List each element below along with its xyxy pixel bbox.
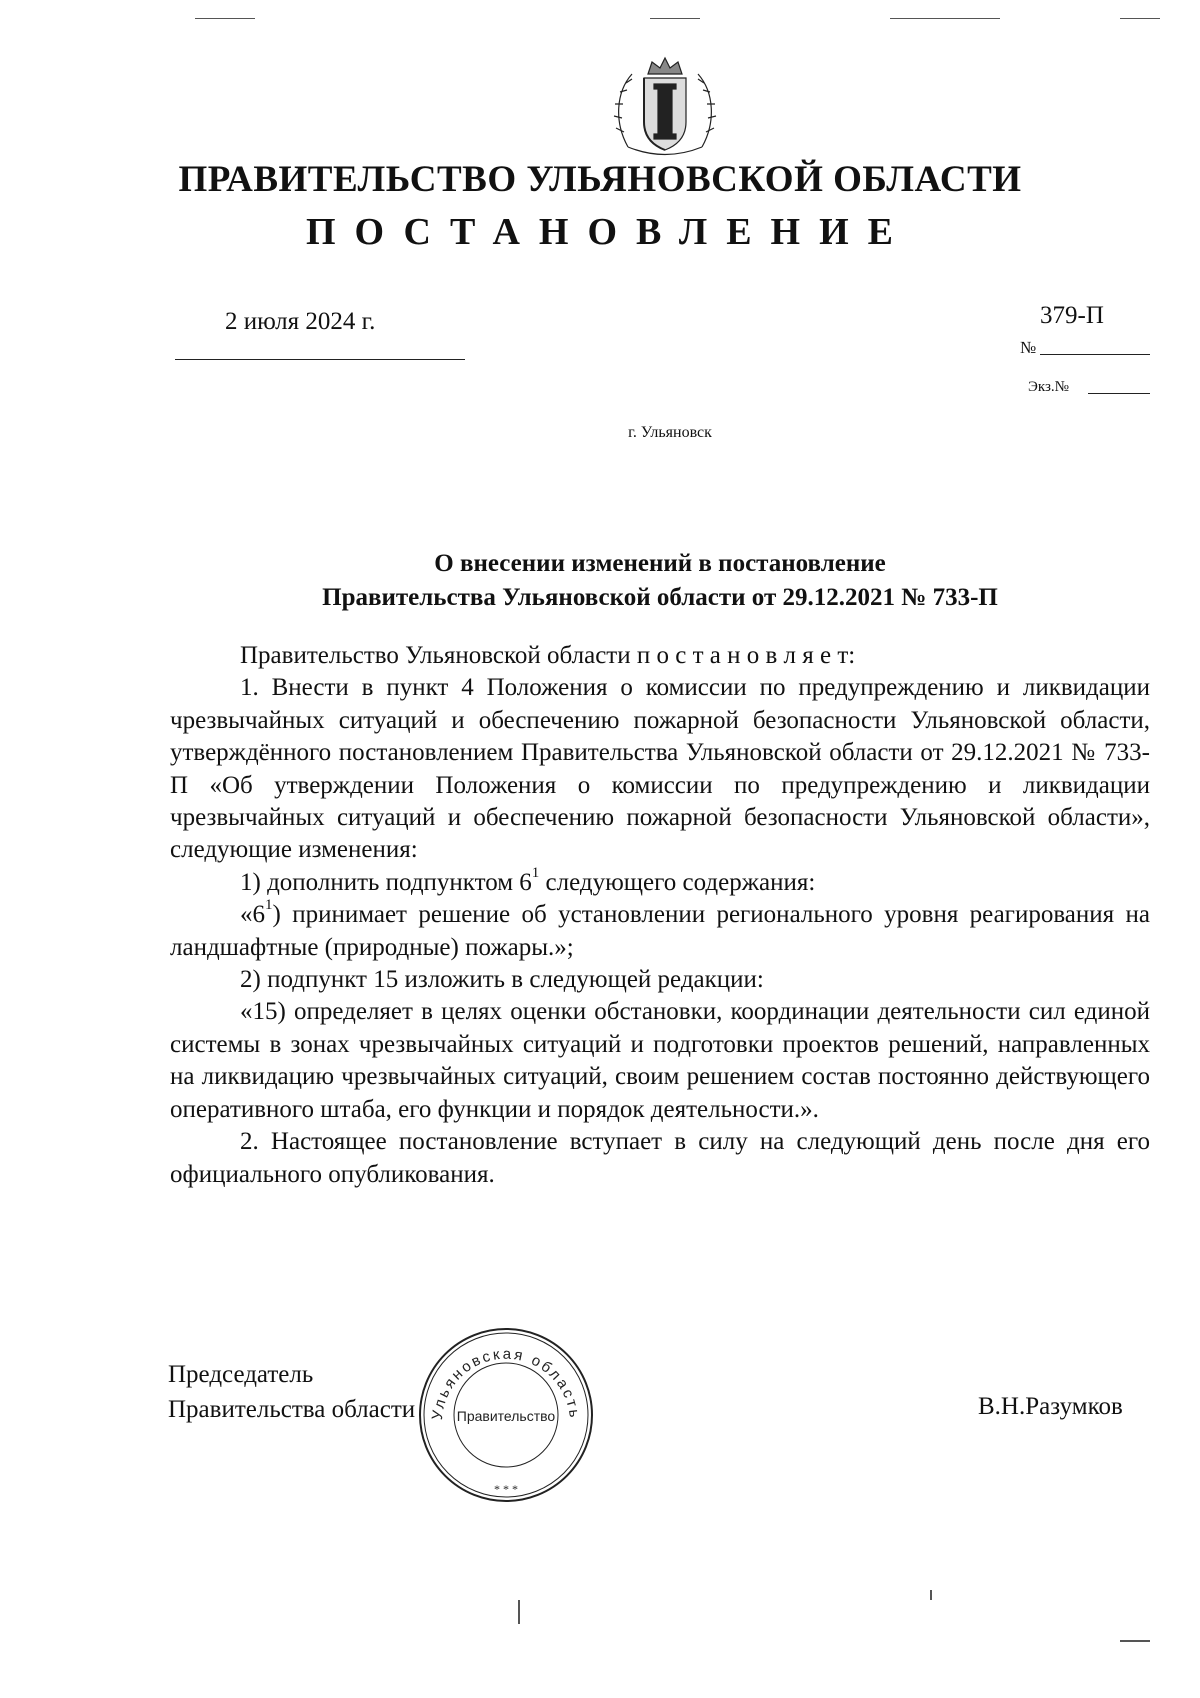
subject-line-1: О внесении изменений в постановление bbox=[434, 550, 886, 577]
decree-number: 379-П bbox=[1040, 302, 1104, 329]
decree-date: 2 июля 2024 г. bbox=[225, 308, 376, 335]
intro-subject: Правительство Ульяновской области bbox=[240, 642, 631, 669]
clause-2: 2. Настоящее постановление вступает в силу на следующий день после дня его официального опубликования. bbox=[170, 1128, 1150, 1188]
scan-artifact bbox=[195, 18, 255, 19]
signatory-name: В.Н.Разумков bbox=[978, 1393, 1123, 1420]
scan-artifact bbox=[518, 1600, 520, 1624]
signatory-position-line-2: Правительства области bbox=[168, 1396, 416, 1423]
date-underline bbox=[175, 359, 465, 360]
government-title: ПРАВИТЕЛЬСТВО УЛЬЯНОВСКОЙ ОБЛАСТИ bbox=[178, 159, 1022, 200]
scan-artifact bbox=[930, 1590, 932, 1600]
subclause-1-superscript: 1 bbox=[531, 864, 540, 881]
city-of-issue: г. Ульяновск bbox=[628, 424, 712, 441]
number-underline bbox=[1040, 354, 1150, 355]
decree-body bbox=[170, 640, 1150, 1191]
quote-1-start: «6 bbox=[240, 901, 265, 929]
seal-ring-text: Ульяновская область bbox=[428, 1345, 584, 1421]
seal-stars: * * * bbox=[494, 1482, 518, 1496]
subclause-2: 2) подпункт 15 изложить в следующей редакции: bbox=[240, 966, 764, 994]
quote-2: «15) определяет в целях оценки обстановки, координации деятельности сил единой системы в зонах чрезвычайных ситуаций и подготовки проектов решений, направленных на ликвидацию чрезвычайных ситуаций, своим решением состав постоянно действующего оперативного штаба, его функции и порядок деятельности.». bbox=[170, 998, 1150, 1123]
quote-1 bbox=[170, 899, 1150, 964]
subclause-1-text-end: следующего содержания: bbox=[539, 868, 816, 896]
clause-1: 1. Внести в пункт 4 Положения о комиссии по предупреждению и ликвидации чрезвычайных ситуаций и обеспечению пожарной безопасности Ульяновской области, утверждённого постановлением Правительства Ульяновской области от 29.12.2021 № 733-П «Об утверждении Положения о комиссии по предупреждению и ликвидации чрезвычайных ситуаций и обеспечению пожарной безопасности Ульяновской области», следующие изменения: bbox=[170, 674, 1150, 864]
copy-number-label: Экз.№ bbox=[1028, 379, 1069, 395]
official-seal bbox=[416, 1325, 596, 1505]
quote-1-superscript: 1 bbox=[265, 897, 273, 914]
subclause-1 bbox=[170, 864, 1150, 899]
intro-decrees: п о с т а н о в л я е т: bbox=[636, 642, 856, 669]
number-label: № bbox=[1020, 338, 1037, 357]
coat-of-arms-emblem bbox=[610, 52, 720, 162]
seal-center-text: Правительство bbox=[456, 1408, 556, 1424]
scan-artifact bbox=[890, 18, 1000, 19]
document-type-title: ПОСТАНОВЛЕНИЕ bbox=[305, 211, 913, 253]
signatory-position-line-1: Председатель bbox=[168, 1361, 314, 1388]
copy-number-underline bbox=[1088, 393, 1150, 394]
quote-1-text: ) принимает решение об установлении регионального уровня реагирования на ландшафтные (природные) пожары.»; bbox=[170, 901, 1150, 961]
signatory-position bbox=[168, 1357, 415, 1427]
scan-artifact bbox=[1120, 18, 1160, 19]
decree-subject bbox=[0, 547, 1200, 615]
subject-line-2: Правительства Ульяновской области от 29.12.2021 № 733-П bbox=[322, 584, 998, 611]
intro-paragraph bbox=[170, 640, 1150, 672]
scan-artifact bbox=[1120, 1640, 1150, 1642]
subclause-1-text: 1) дополнить подпунктом 6 bbox=[240, 868, 532, 896]
scan-artifact bbox=[650, 18, 700, 19]
